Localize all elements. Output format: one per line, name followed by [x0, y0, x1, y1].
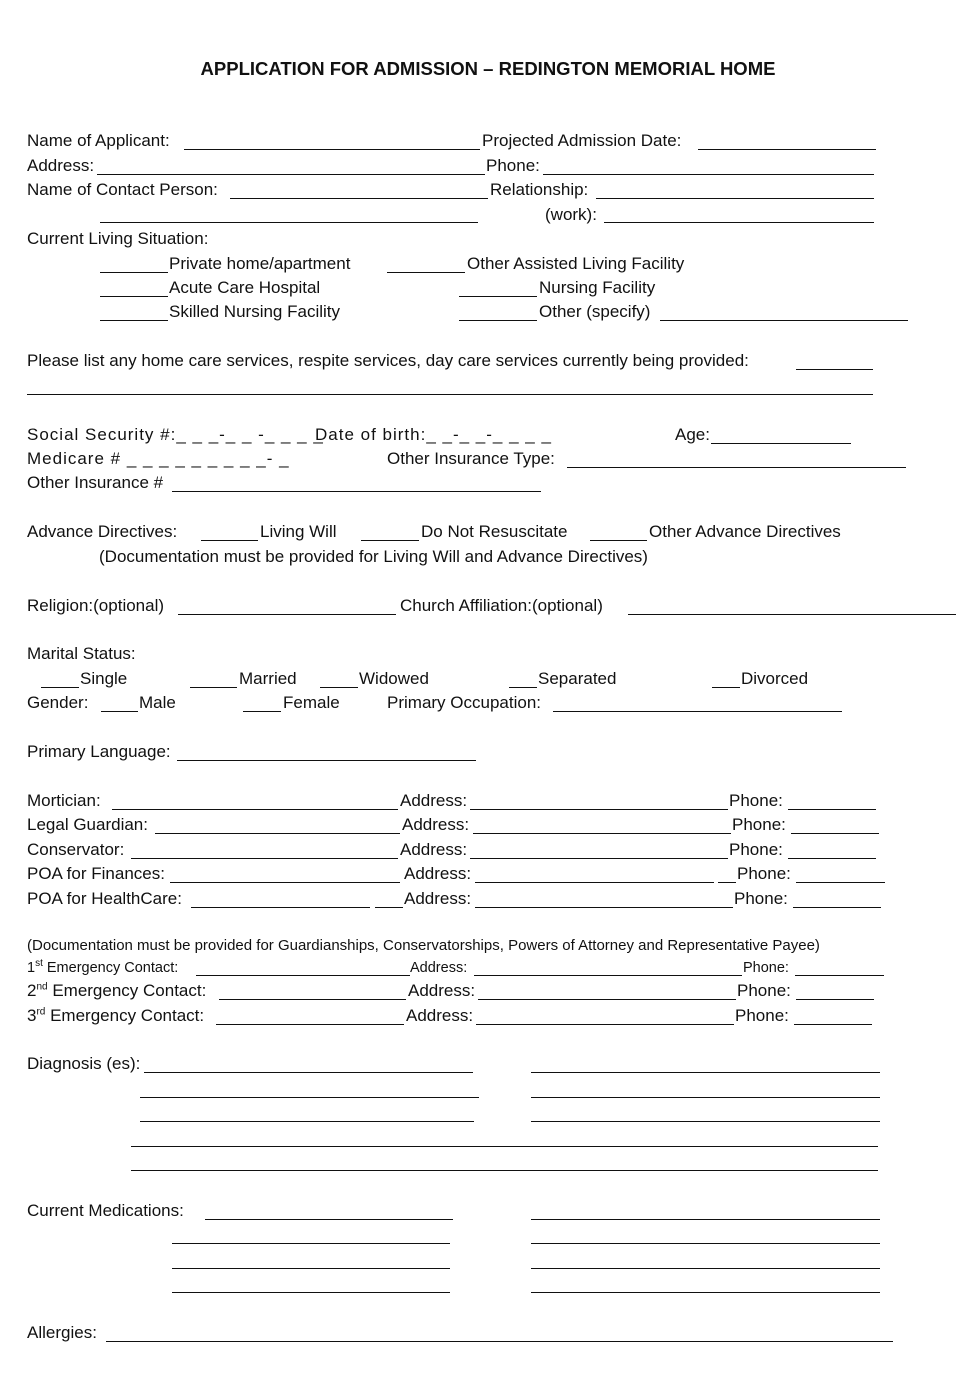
single-checkline[interactable]	[41, 687, 79, 688]
mortician-address-field[interactable]	[470, 809, 728, 810]
services-field[interactable]	[796, 369, 873, 370]
religion-field[interactable]	[178, 614, 396, 615]
medications-line-2b[interactable]	[531, 1243, 880, 1244]
projected-date-field[interactable]	[698, 149, 876, 150]
poa-healthcare-address-field[interactable]	[475, 907, 733, 908]
diagnosis-line-4[interactable]	[131, 1146, 878, 1147]
mortician-phone-field[interactable]	[788, 809, 876, 810]
medications-line-3b[interactable]	[531, 1268, 880, 1269]
married-checkline[interactable]	[190, 687, 237, 688]
guardian-field[interactable]	[155, 833, 400, 834]
female-checkline[interactable]	[243, 711, 281, 712]
emergency-3-label: 3rd Emergency Contact:	[27, 1006, 205, 1025]
dob-field[interactable]: Date of birth:_ _-_ _-_ _ _ _	[315, 425, 552, 444]
medications-line-1a[interactable]	[205, 1219, 453, 1220]
other-insurance-type-field[interactable]	[567, 467, 906, 468]
medications-label: Current Medications:	[27, 1201, 184, 1220]
contact-person-extra-field[interactable]	[100, 222, 478, 223]
male-checkline[interactable]	[101, 711, 138, 712]
applicant-name-field[interactable]	[184, 149, 480, 150]
emergency-3-field[interactable]	[216, 1024, 404, 1025]
other-directives-label: Other Advance Directives	[649, 522, 841, 541]
conservator-phone-field[interactable]	[788, 858, 876, 859]
dnr-label: Do Not Resuscitate	[421, 522, 568, 541]
nursing-facility-label: Nursing Facility	[539, 278, 656, 297]
ssn-field[interactable]: Social Security #:_ _ _-_ _ -_ _ _ _	[27, 425, 324, 444]
occupation-label: Primary Occupation:	[387, 693, 541, 712]
living-will-checkline[interactable]	[201, 540, 258, 541]
widowed-checkline[interactable]	[320, 687, 358, 688]
other-directives-checkline[interactable]	[590, 540, 647, 541]
contact-person-field[interactable]	[230, 198, 488, 199]
allergies-field[interactable]	[106, 1341, 893, 1342]
address-field[interactable]	[97, 174, 485, 175]
services-label: Please list any home care services, respite services, day care services currently being provided:	[27, 351, 749, 370]
emergency-3-phone-label: Phone:	[735, 1006, 789, 1025]
skilled-nursing-checkline[interactable]	[100, 320, 168, 321]
poa-finances-label: POA for Finances:	[27, 864, 165, 883]
living-will-label: Living Will	[260, 522, 337, 541]
gender-label: Gender:	[27, 693, 89, 712]
language-field[interactable]	[177, 760, 476, 761]
diagnosis-line-2a[interactable]	[140, 1097, 479, 1098]
emergency-3-address-field[interactable]	[476, 1024, 734, 1025]
poa-finances-phone-label: Phone:	[737, 864, 791, 883]
private-home-checkline[interactable]	[100, 272, 168, 273]
mortician-field[interactable]	[112, 809, 398, 810]
other-specify-label: Other (specify)	[539, 302, 651, 321]
address-label: Address:	[27, 156, 95, 175]
documentation-note: (Documentation must be provided for Guardianships, Conservatorships, Powers of Attorney and Representative Payee)	[27, 937, 820, 954]
living-situation-heading: Current Living Situation:	[27, 229, 209, 248]
acute-care-label: Acute Care Hospital	[169, 278, 321, 297]
separated-checkline[interactable]	[509, 687, 537, 688]
emergency-1-address-field[interactable]	[474, 975, 742, 976]
page-title: APPLICATION FOR ADMISSION – REDINGTON MEMORIAL HOME	[200, 58, 776, 79]
conservator-field[interactable]	[131, 858, 398, 859]
relationship-field[interactable]	[596, 198, 874, 199]
dnr-checkline[interactable]	[361, 540, 419, 541]
medications-line-1b[interactable]	[531, 1219, 880, 1220]
other-insurance-type-label: Other Insurance Type:	[387, 449, 555, 468]
emergency-2-phone-label: Phone:	[737, 981, 791, 1000]
mortician-phone-label: Phone:	[729, 791, 783, 810]
poa-finances-field[interactable]	[170, 882, 400, 883]
poa-healthcare-field[interactable]	[191, 907, 370, 908]
work-phone-label: (work):	[545, 205, 597, 224]
diagnosis-line-3a[interactable]	[140, 1121, 474, 1122]
emergency-1-label: 1st Emergency Contact:	[27, 958, 179, 976]
age-field[interactable]	[711, 443, 851, 444]
medications-line-4b[interactable]	[531, 1292, 880, 1293]
conservator-address-field[interactable]	[470, 858, 728, 859]
emergency-2-label: 2nd Emergency Contact:	[27, 981, 207, 1000]
medications-line-2a[interactable]	[172, 1243, 450, 1244]
applicant-name-label: Name of Applicant:	[27, 131, 170, 150]
diagnosis-line-2b[interactable]	[531, 1097, 880, 1098]
emergency-1-phone-field[interactable]	[795, 975, 884, 976]
poa-healthcare-phone-label: Phone:	[734, 889, 788, 908]
work-phone-field[interactable]	[604, 222, 874, 223]
emergency-1-field[interactable]	[196, 975, 410, 976]
poa-finances-phone-field[interactable]	[796, 882, 885, 883]
widowed-label: Widowed	[359, 669, 429, 688]
single-label: Single	[80, 669, 128, 688]
poa-healthcare-phone-field[interactable]	[793, 907, 881, 908]
diagnosis-line-3b[interactable]	[531, 1121, 880, 1122]
services-field-line-2[interactable]	[27, 394, 873, 395]
poa-healthcare-gap-line	[375, 907, 403, 908]
divorced-checkline[interactable]	[712, 687, 740, 688]
mortician-address-label: Address:	[400, 791, 468, 810]
skilled-nursing-label: Skilled Nursing Facility	[169, 302, 340, 321]
conservator-phone-label: Phone:	[729, 840, 783, 859]
other-assisted-checkline[interactable]	[387, 272, 465, 273]
contact-person-label: Name of Contact Person:	[27, 180, 218, 199]
relationship-label: Relationship:	[490, 180, 589, 199]
religion-label: Religion:(optional)	[27, 596, 165, 615]
nursing-facility-checkline[interactable]	[459, 296, 537, 297]
acute-care-checkline[interactable]	[100, 296, 168, 297]
female-label: Female	[283, 693, 340, 712]
emergency-2-field[interactable]	[219, 999, 406, 1000]
guardian-label: Legal Guardian:	[27, 815, 148, 834]
medicare-field[interactable]: Medicare # _ _ _ _ _ _ _ _ _- _	[27, 449, 290, 468]
age-label: Age:	[675, 425, 710, 444]
other-specify-field[interactable]	[660, 320, 908, 321]
emergency-3-phone-field[interactable]	[794, 1024, 872, 1025]
occupation-field[interactable]	[553, 711, 842, 712]
phone-field[interactable]	[543, 174, 874, 175]
diagnosis-line-1b[interactable]	[531, 1072, 880, 1073]
diagnosis-line-5[interactable]	[131, 1170, 878, 1171]
directives-note: (Documentation must be provided for Living Will and Advance Directives)	[99, 547, 648, 566]
poa-finances-address-label: Address:	[404, 864, 472, 883]
medications-line-4a[interactable]	[172, 1292, 450, 1293]
other-insurance-number-label: Other Insurance #	[27, 473, 164, 492]
other-insurance-number-field[interactable]	[172, 491, 541, 492]
language-label: Primary Language:	[27, 742, 171, 761]
diagnosis-label: Diagnosis (es):	[27, 1054, 141, 1073]
medications-line-3a[interactable]	[172, 1268, 450, 1269]
guardian-phone-label: Phone:	[732, 815, 786, 834]
emergency-3-address-label: Address:	[406, 1006, 474, 1025]
other-specify-checkline[interactable]	[459, 320, 537, 321]
emergency-1-phone-label: Phone:	[743, 960, 789, 976]
guardian-address-label: Address:	[402, 815, 470, 834]
married-label: Married	[239, 669, 297, 688]
male-label: Male	[139, 693, 176, 712]
emergency-2-address-label: Address:	[408, 981, 476, 1000]
advance-directives-label: Advance Directives:	[27, 522, 178, 541]
poa-healthcare-address-label: Address:	[404, 889, 472, 908]
church-field[interactable]	[628, 614, 956, 615]
poa-healthcare-label: POA for HealthCare:	[27, 889, 182, 908]
allergies-label: Allergies:	[27, 1323, 97, 1342]
other-assisted-label: Other Assisted Living Facility	[467, 254, 685, 273]
diagnosis-line-1a[interactable]	[144, 1072, 473, 1073]
marital-heading: Marital Status:	[27, 644, 136, 663]
poa-finances-address-field[interactable]	[475, 882, 714, 883]
guardian-phone-field[interactable]	[791, 833, 879, 834]
poa-finances-gap-line	[718, 882, 736, 883]
church-label: Church Affiliation:(optional)	[400, 596, 603, 615]
emergency-2-phone-field[interactable]	[796, 999, 874, 1000]
divorced-label: Divorced	[741, 669, 809, 688]
mortician-label: Mortician:	[27, 791, 101, 810]
private-home-label: Private home/apartment	[169, 254, 351, 273]
projected-date-label: Projected Admission Date:	[482, 131, 682, 150]
conservator-label: Conservator:	[27, 840, 125, 859]
phone-label: Phone:	[486, 156, 540, 175]
separated-label: Separated	[538, 669, 617, 688]
conservator-address-label: Address:	[400, 840, 468, 859]
emergency-1-address-label: Address:	[410, 960, 468, 976]
emergency-2-address-field[interactable]	[478, 999, 736, 1000]
guardian-address-field[interactable]	[473, 833, 731, 834]
